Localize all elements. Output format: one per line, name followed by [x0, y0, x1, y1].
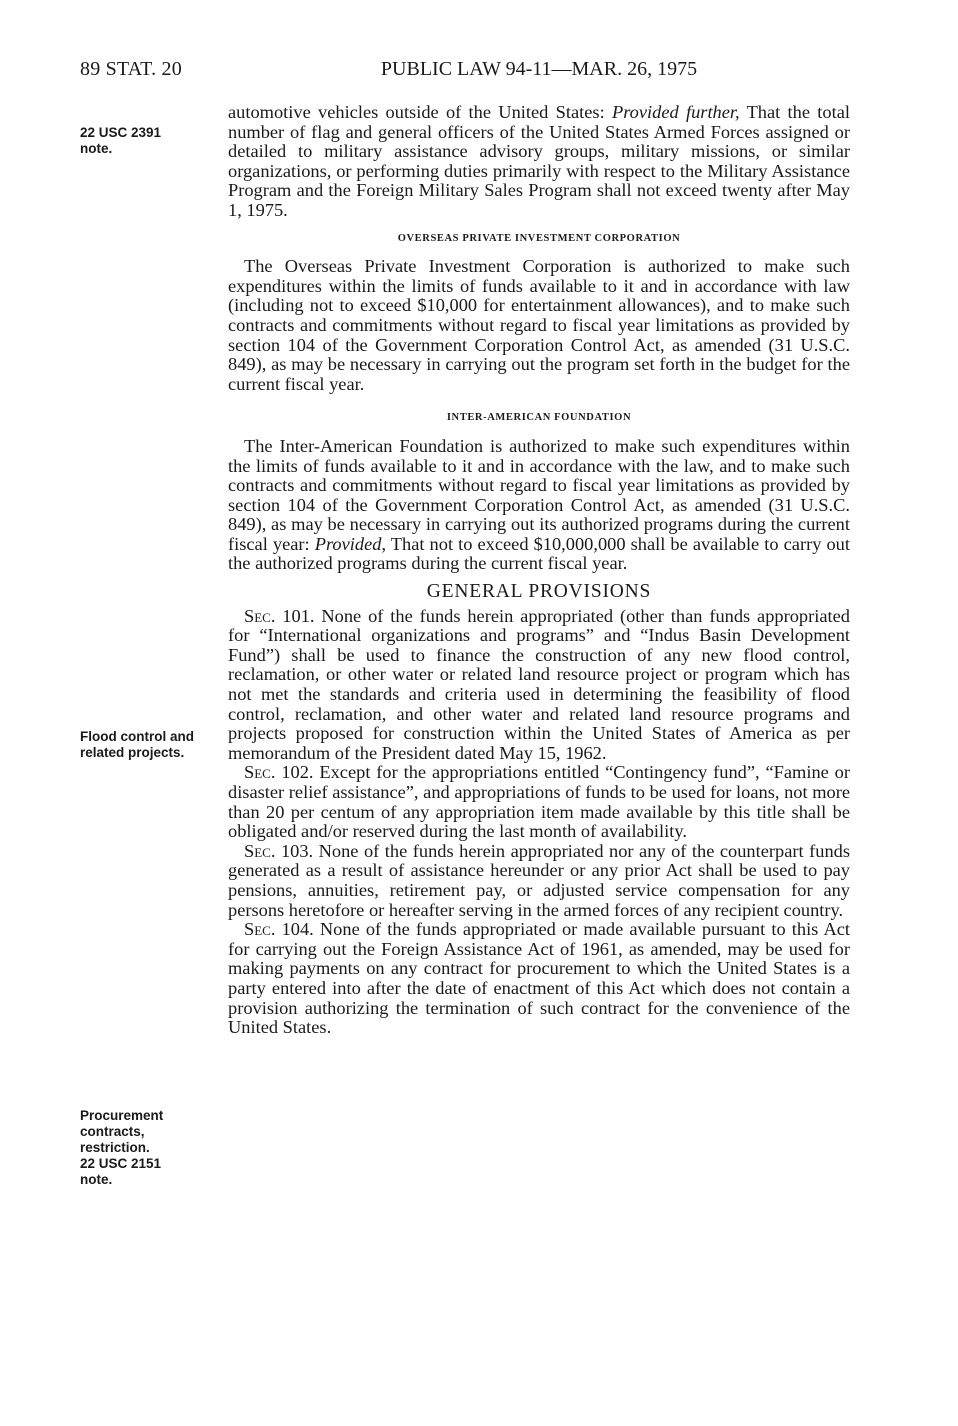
margin-note-line: note. [80, 1172, 113, 1187]
section-104 [228, 920, 850, 1038]
section-101 [228, 607, 850, 764]
margin-note-line: contracts, [80, 1124, 145, 1139]
paragraph-intro [228, 103, 850, 221]
section-103 [228, 842, 850, 920]
body-column [228, 103, 850, 1038]
paragraph-iaf [228, 437, 850, 574]
section-text: None of the funds appropriated or made available pursuant to this Act for carrying out the Foreign Assistance Act of 1961, as amended, may be used for making payments on any contract for procurement to which the United States is a party entered into after the date of enactment of this Act which does not contain a provision authorizing the termination of such contract for the convenience of the United States. [228, 919, 851, 1038]
section-label: Sec. 103. [244, 840, 314, 861]
section-label: Sec. 104. [244, 919, 314, 940]
paragraph-opic: The Overseas Private Investment Corporation is authorized to make such expenditures within the limits of funds available to it and in accordance with law (including not to exceed $10,000 for entertainment allowances), and to make such contracts and commitments without regard to fiscal year limitations as provided by section 104 of the Government Corporation Control Act, as amended (31 U.S.C. 849), as may be necessary in carrying out the program set forth in the budget for the current fiscal year. [228, 256, 850, 394]
margin-note-line: Flood control and [80, 729, 194, 744]
running-head: PUBLIC LAW 94-11—MAR. 26, 1975 [380, 58, 698, 80]
text-emphasis: Provided further, [611, 102, 740, 122]
section-heading-opic: OVERSEAS PRIVATE INVESTMENT CORPORATION [397, 232, 681, 244]
margin-note-line: 22 USC 2151 [80, 1156, 162, 1171]
text-run: That the total number of flag and general officers of the United States Armed Forces assigned or detailed to military assistance advisory groups, military missions, or similar organizations, or performing duties primarily with respect to the Military Assistance Program and the Foreign Military Sales Program shall not exceed twenty after May 1, 1975. [228, 102, 850, 220]
margin-note-line: 22 USC 2391 [80, 125, 162, 140]
margin-note-procurement [80, 1108, 212, 1188]
margin-note-line: Procurement [80, 1108, 164, 1123]
margin-note-flood-control [80, 729, 212, 761]
text-run: automotive vehicles outside of the United States: [228, 102, 612, 122]
margin-note-usc-2391 [80, 125, 212, 157]
text-run: The Inter-American Foundation is authorized to make such expenditures within the limits of funds available to it and in accordance with the law, and to make such contracts and commitments without regard to fiscal year limitations as provided by section 104 of the Government Corporation Control Act, as amended (31 U.S.C. 849), as may be necessary in carrying out its authorized programs during the current fiscal year: [228, 435, 850, 554]
page-number: 89 STAT. 20 [80, 58, 182, 80]
section-heading-general-provisions: GENERAL PROVISIONS [426, 581, 652, 603]
margin-note-line: restriction. [80, 1140, 150, 1155]
section-102 [228, 763, 850, 841]
section-text: None of the funds herein appropriated (other than funds appropriated for “International organizations and programs” and “Indus Basin Development Fund”) shall be used to finance the construction of any new flood control, reclamation, or other water or related land resource project or program which has not met the standards and criteria used in determining the feasibility of flood control, reclamation, and other water and related land resource programs and projects proposed for construction within the United States of America as per memorandum of the President dated May 15, 1962. [228, 605, 850, 763]
margin-note-line: related projects. [80, 745, 185, 760]
section-label: Sec. 102. [244, 762, 314, 783]
section-heading-iaf: INTER-AMERICAN FOUNDATION [446, 412, 632, 424]
section-text: None of the funds herein appropriated nor any of the counterpart funds generated as a result of assistance hereunder or any prior Act shall be used to pay pensions, annuities, retirement pay, or adjusted service compensation for any persons heretofore or hereafter serving in the armed forces of any recipient country. [228, 840, 850, 920]
text-emphasis: Provided [314, 533, 382, 554]
section-text: Except for the appropriations entitled “Contingency fund”, “Famine or disaster relief assistance”, and appropriations of funds to be used for loans, not more than 20 per centum of any appropriation item made available by this title shall be obligated and/or reserved during the last month of availability. [228, 762, 850, 842]
text-run: , That not to exceed $10,000,000 shall be available to carry out the authorized programs during the current fiscal year. [228, 533, 850, 574]
margin-note-line: note. [80, 141, 113, 156]
section-label: Sec. 101. [244, 605, 315, 626]
